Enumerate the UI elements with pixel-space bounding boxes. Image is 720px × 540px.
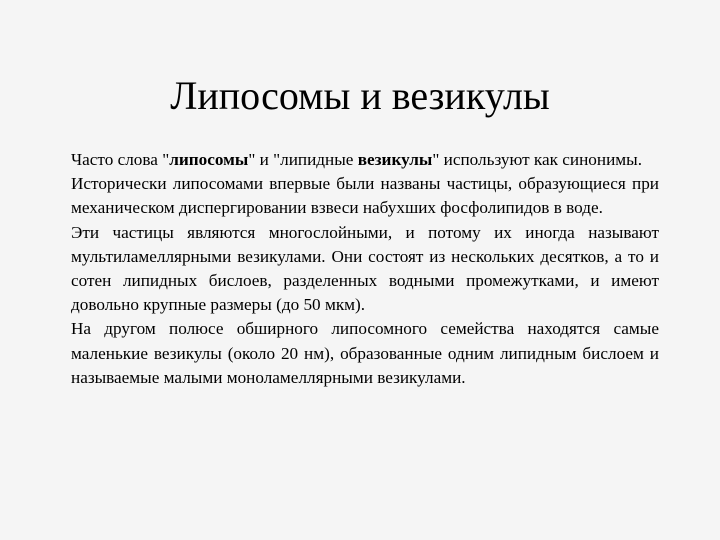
paragraph-multilamellar: Эти частицы являются многослойными, и потому их иногда называют мультиламеллярными везикулами. Они состоят из нескольких десятков, а то и сотен липидных бислоев, разделенных водными промежутками, и имеют довольно крупные размеры (до 50 мкм). (71, 222, 659, 315)
paragraph-synonyms (71, 148, 659, 172)
p1-text-2: " и "липидные (248, 150, 358, 169)
paragraph-unilamellar: На другом полюсе обширного липосомного семейства находятся самые маленькие везикулы (около 20 нм), образованные одним липидным бислоем и называемые малыми моноламеллярными везикулами. (71, 319, 659, 387)
term-vesicles: везикулы (357, 150, 433, 169)
p1-text-3: " используют как синонимы. (432, 150, 643, 169)
paragraph-history: Исторически липосомами впервые были названы частицы, образующиеся при механическом диспергировании взвеси набухших фосфолипидов в воде. (71, 174, 659, 218)
slide-body (71, 148, 659, 390)
term-liposomes: липосомы (169, 150, 249, 169)
p1-text-1: Часто слова " (71, 150, 170, 169)
slide-title: Липосомы и везикулы (170, 73, 550, 118)
